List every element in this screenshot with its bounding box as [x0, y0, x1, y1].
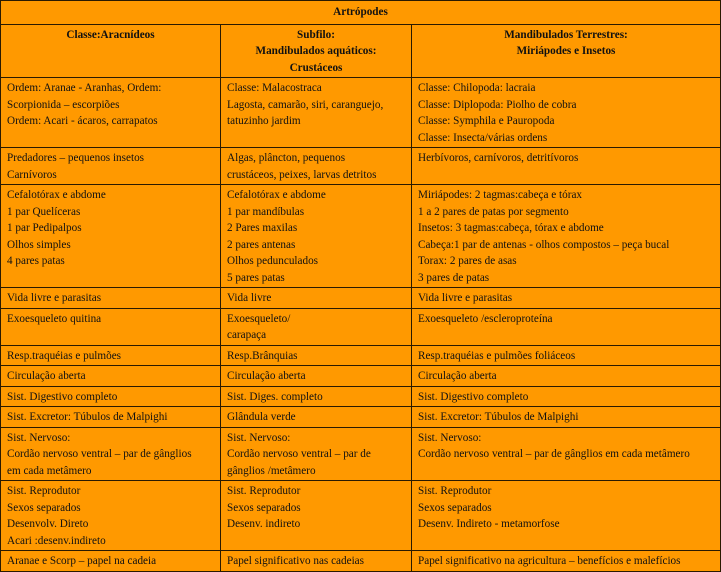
table-row [1, 551, 721, 572]
cell-line: Miriápodes e Insetos [516, 45, 616, 57]
cell-line: Scorpionida – escorpiões [7, 98, 120, 111]
cell-arachnids [1, 288, 221, 309]
cell-line: Classe: Symphila e Pauropoda [418, 115, 555, 127]
cell-line: Olhos simples [7, 238, 71, 251]
cell-line: 1 par mandíbulas [227, 205, 305, 218]
cell-crustaceans [221, 345, 412, 366]
table-row [1, 427, 721, 481]
table-row [1, 185, 721, 288]
cell-myriapods-insects [412, 427, 721, 481]
cell-line: 3 pares de patas [418, 271, 490, 284]
cell-line: Acari :desenv.indireto [7, 534, 106, 547]
cell-myriapods-insects [412, 551, 721, 572]
cell-line: 5 pares patas [227, 271, 285, 284]
cell-line: carapaça [227, 329, 267, 341]
cell-line: Cordão nervoso ventral – par de gânglios [7, 448, 192, 460]
cell-arachnids [1, 481, 221, 551]
cell-crustaceans [221, 308, 412, 345]
cell-line: Miriápodes: 2 tagmas:cabeça e tórax [418, 189, 583, 201]
cell-line: 1 par Quelíceras [7, 205, 81, 218]
cell-line: Classe: Malacostraca [227, 82, 322, 94]
cell-line: Circulação aberta [418, 370, 497, 382]
header-crustaceans [221, 24, 412, 78]
table-title: Artrópodes [1, 1, 721, 25]
cell-line: Carnívoros [7, 168, 57, 181]
cell-line: Classe: Diplopoda: Piolho de cobra [418, 98, 577, 111]
cell-line: Sist. Reprodutor [7, 485, 81, 497]
cell-arachnids [1, 366, 221, 387]
table-row [1, 386, 721, 407]
cell-myriapods-insects [412, 386, 721, 407]
header-myriapods-insects [412, 24, 721, 78]
cell-line: 4 pares patas [7, 255, 65, 267]
cell-line: Ordem: Aranae - Aranhas, Ordem: [7, 82, 162, 94]
table-row [1, 366, 721, 387]
table-row [1, 481, 721, 551]
cell-line: Vida livre e parasitas [7, 292, 102, 304]
cell-myriapods-insects [412, 308, 721, 345]
table-row [1, 407, 721, 428]
cell-line: Glândula verde [227, 411, 296, 423]
cell-line: Aranae e Scorp – papel na cadeia [7, 555, 157, 567]
cell-line: 2 pares antenas [227, 238, 296, 251]
cell-line: Desenv. Indireto - metamorfose [418, 518, 560, 530]
cell-arachnids [1, 427, 221, 481]
table-row [1, 78, 721, 148]
cell-line: gânglios /metâmero [227, 464, 316, 477]
cell-line: 2 Pares maxilas [227, 222, 298, 234]
cell-line: Resp.traquéias e pulmões foliáceos [418, 349, 576, 362]
table-row [1, 148, 721, 185]
cell-line: Sist. Nervoso: [418, 431, 482, 444]
cell-crustaceans [221, 148, 412, 185]
cell-line: Sexos separados [7, 501, 81, 514]
cell-line: Cordão nervoso ventral – par de [227, 448, 371, 460]
cell-line: Mandibulados aquáticos: [255, 45, 377, 57]
cell-crustaceans [221, 386, 412, 407]
cell-crustaceans [221, 185, 412, 288]
cell-line: 1 par Pedipalpos [7, 222, 82, 234]
cell-crustaceans [221, 288, 412, 309]
cell-line: Sist. Digestivo completo [7, 390, 118, 403]
cell-line: Cefalotórax e abdome [227, 189, 326, 201]
cell-line: Cefalotórax e abdome [7, 189, 106, 201]
cell-line: Resp.traquéias e pulmões [7, 349, 122, 362]
cell-crustaceans [221, 366, 412, 387]
cell-line: Sist. Nervoso: [227, 431, 291, 444]
cell-myriapods-insects [412, 288, 721, 309]
cell-myriapods-insects [412, 78, 721, 148]
cell-line: Circulação aberta [227, 370, 306, 382]
cell-line: Desenvolv. Direto [7, 518, 89, 530]
cell-line: Classe: Insecta/várias ordens [418, 131, 548, 144]
cell-line: Papel significativo na agricultura – benefícios e malefícios [418, 555, 681, 567]
header-arachnids [1, 24, 221, 78]
cell-line: Crustáceos [289, 61, 343, 74]
cell-line: Vida livre [227, 292, 272, 304]
cell-line: Sist. Excretor: Túbulos de Malpighi [418, 411, 579, 423]
table-row [1, 288, 721, 309]
cell-crustaceans [221, 481, 412, 551]
cell-arachnids [1, 386, 221, 407]
cell-myriapods-insects [412, 185, 721, 288]
cell-line: Olhos pedunculados [227, 255, 319, 267]
cell-myriapods-insects [412, 481, 721, 551]
cell-line: Sist. Reprodutor [227, 485, 301, 497]
cell-line: Cordão nervoso ventral – par de gânglios em cada metâmero [418, 448, 690, 460]
cell-line: Sist. Diges. completo [227, 390, 323, 403]
cell-arachnids [1, 308, 221, 345]
cell-line: Herbívoros, carnívoros, detritívoros [418, 152, 579, 164]
cell-line: Sist. Nervoso: [7, 431, 71, 444]
cell-myriapods-insects [412, 366, 721, 387]
cell-line: Cabeça:1 par de antenas - olhos compostos – peça bucal [418, 238, 670, 251]
cell-line: em cada metâmero [7, 464, 92, 477]
cell-line: Subfilo: [297, 28, 335, 41]
cell-crustaceans [221, 551, 412, 572]
cell-myriapods-insects [412, 407, 721, 428]
cell-line: Classe:Aracnídeos [66, 28, 155, 41]
cell-line: Sist. Digestivo completo [418, 390, 529, 403]
cell-line: Sist. Reprodutor [418, 485, 492, 497]
cell-line: Lagosta, camarão, siri, caranguejo, [227, 98, 384, 111]
cell-arachnids [1, 345, 221, 366]
cell-line: Sexos separados [418, 501, 492, 514]
cell-line: Classe: Chilopoda: lacraia [418, 82, 536, 94]
cell-arachnids [1, 78, 221, 148]
cell-line: Insetos: 3 tagmas:cabeça, tórax e abdome [418, 222, 604, 234]
cell-line: Sexos separados [227, 501, 301, 514]
cell-crustaceans [221, 407, 412, 428]
cell-line: Papel significativo nas cadeias [227, 555, 365, 567]
cell-line: Predadores – pequenos insetos [7, 152, 145, 164]
table-row [1, 345, 721, 366]
cell-line: crustáceos, peixes, larvas detritos [227, 168, 377, 181]
cell-line: Algas, plâncton, pequenos [227, 152, 346, 164]
cell-line: Desenv. indireto [227, 518, 301, 530]
cell-crustaceans [221, 78, 412, 148]
table-body [1, 78, 721, 572]
cell-line: 1 a 2 pares de patas por segmento [418, 205, 569, 218]
cell-line: Torax: 2 pares de asas [418, 255, 517, 267]
cell-line: tatuzinho jardim [227, 115, 301, 127]
header-row [1, 24, 721, 78]
cell-line: Exoesqueleto /escleroproteína [418, 312, 553, 325]
cell-arachnids [1, 551, 221, 572]
cell-arachnids [1, 185, 221, 288]
cell-line: Exoesqueleto quitina [7, 312, 102, 325]
cell-line: Vida livre e parasitas [418, 292, 513, 304]
cell-arachnids [1, 148, 221, 185]
cell-myriapods-insects [412, 345, 721, 366]
cell-line: Mandibulados Terrestres: [504, 28, 628, 41]
cell-line: Exoesqueleto/ [227, 312, 291, 325]
cell-line: Sist. Excretor: Túbulos de Malpighi [7, 411, 168, 423]
cell-crustaceans [221, 427, 412, 481]
cell-arachnids [1, 407, 221, 428]
cell-line: Circulação aberta [7, 370, 86, 382]
cell-line: Ordem: Acari - ácaros, carrapatos [7, 115, 158, 127]
table-row [1, 308, 721, 345]
cell-line: Resp.Brânquias [227, 349, 298, 362]
cell-myriapods-insects [412, 148, 721, 185]
